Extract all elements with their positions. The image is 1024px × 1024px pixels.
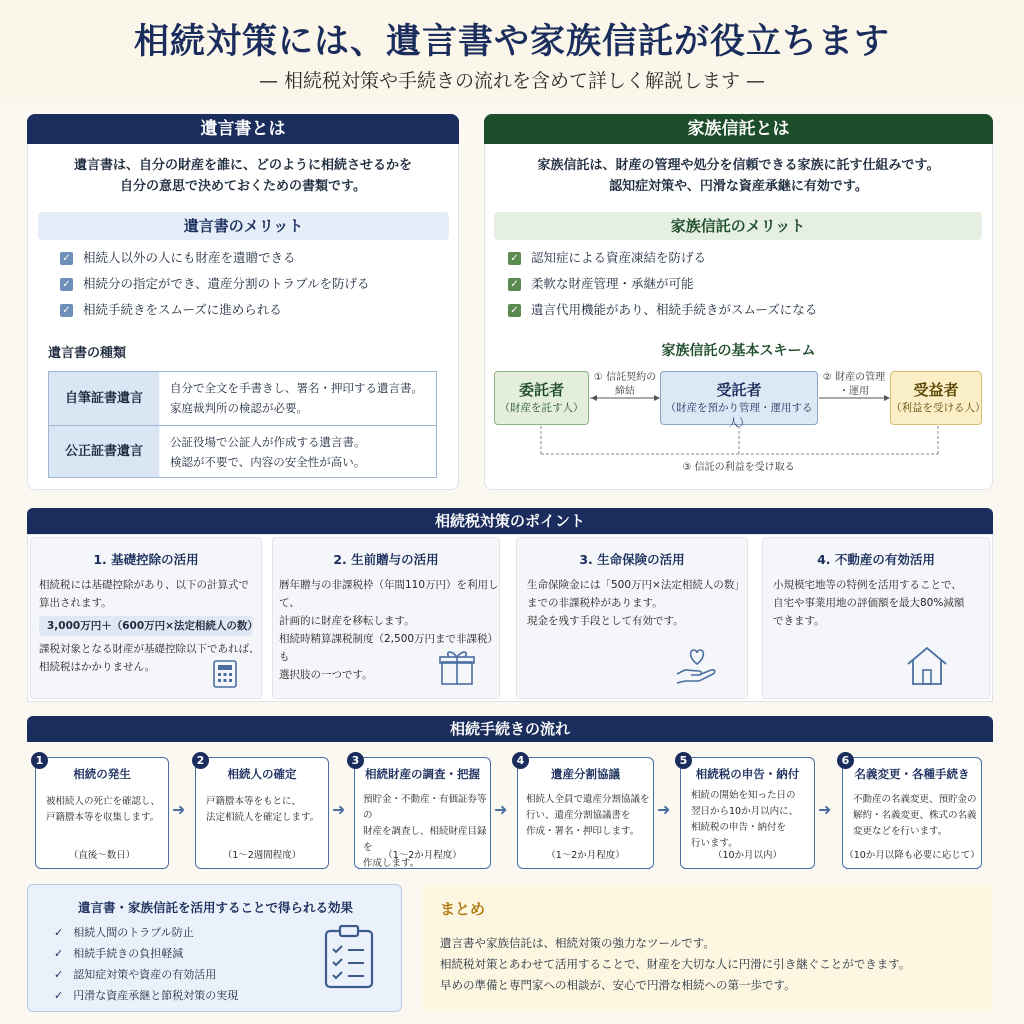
check-icon: ✓ (508, 304, 521, 317)
check-icon: ✓ (60, 278, 73, 291)
summary-text: 遺言書や家族信託は、相続対策の強力なツールです。 相続税対策とあわせて活用することで、財産を大切な人に円滑に引き継ぐことができます。 早めの準備と専門家への相談が、安心で円滑な相続への第一歩です。 (440, 936, 911, 992)
page-title: 相続対策には、遺言書や家族信託が役立ちます (133, 22, 890, 62)
arrow1-label: ① 信託契約の 締結 (593, 372, 657, 397)
list-item: ✓ 相続人間のトラブル防止 (54, 926, 194, 939)
step-number: 1 (31, 752, 48, 769)
list-item: ✓ 柔軟な財産管理・承継が可能 (508, 271, 817, 297)
flow-step-3: 相続財産の調査・把握 預貯金・不動産・有価証券等の 財産を調査し、相続財産目録を 作成します。 （1〜2か月程度） (354, 757, 491, 869)
trust-description: 家族信託は、財産の管理や処分を信頼できる家族に託す仕組みです。 認知症対策や、円滑な資産承継に有効です。 (537, 158, 940, 194)
check-icon: ✓ (508, 252, 521, 265)
step-number: 4 (512, 752, 529, 769)
summary-title: まとめ (440, 900, 486, 918)
check-icon: ✓ (60, 304, 73, 317)
flow-step-2: 相続人の確定 戸籍謄本等をもとに、 法定相続人を確定します。 （1〜2週間程度） (195, 757, 329, 869)
list-item: ✓ 円滑な資産承継と節税対策の実現 (54, 989, 239, 1002)
flow-step-1: 相続の発生 被相続人の死亡を確認し、 戸籍謄本等を収集します。 （直後〜数日） (35, 757, 169, 869)
type-desc: 自分で全文を手書きし、署名・押印する遺言書。 家庭裁判所の検認が必要。 (160, 372, 436, 425)
tax-heading: 相続税対策のポイント (27, 508, 993, 534)
list-item: ✓ 認知症対策や資産の有効活用 (54, 968, 217, 981)
step-number: 5 (675, 752, 692, 769)
will-types-table (48, 371, 437, 478)
check-icon: ✓ (54, 989, 64, 1002)
trust-heading: 家族信託とは (484, 114, 993, 144)
list-item: ✓ 相続手続きをスムーズに進められる (60, 297, 370, 323)
tax-card-3: 3. 生命保険の活用 生命保険金には「500万円×法定相続人の数」 までの非課税枠があります。 現金を残す手段として有効です。 (516, 537, 748, 699)
step-number: 2 (192, 752, 209, 769)
step-number: 6 (837, 752, 854, 769)
arrow-right-icon: ➜ (494, 800, 508, 819)
will-types-title: 遺言書の種類 (48, 346, 127, 361)
list-item: ✓ 相続分の指定ができ、遺産分割のトラブルを防げる (60, 271, 370, 297)
check-icon: ✓ (60, 252, 73, 265)
arrow3-label: ③ 信託の利益を受け取る (682, 462, 795, 473)
arrow-right-icon: ➜ (818, 800, 832, 819)
checklist-icon (324, 925, 374, 989)
type-name: 公正証書遺言 (49, 426, 159, 477)
arrow2-label: ② 財産の管理 ・運用 (822, 372, 886, 397)
tax-card-1: 1. 基礎控除の活用 相続税には基礎控除があり、以下の計算式で 算出されます。 3,000万円＋（600万円×法定相続人の数） 課税対象となる財産が基礎控除以下であれば、 相続税はかかりません。 (30, 537, 262, 699)
tax-card-4: 4. 不動産の有効活用 小規模宅地等の特例を活用することで、 自宅や事業用地の評価額を最大80%減額 できます。 (762, 537, 990, 699)
arrow-right-icon: ➜ (332, 800, 346, 819)
flow-heading: 相続手続きの流れ (27, 716, 993, 742)
will-merit-title: 遺言書のメリット (38, 212, 449, 240)
calculator-icon (213, 660, 237, 688)
beneficiary-box: 受益者 （利益を受ける人） (890, 371, 982, 425)
trust-merit-list (508, 245, 817, 323)
scheme-arrows (484, 360, 993, 470)
summary-panel (422, 884, 993, 1012)
trustee-box: 受託者 （財産を預かり管理・運用する人） (660, 371, 818, 425)
will-merit-list (60, 245, 370, 323)
check-icon: ✓ (54, 926, 64, 939)
trust-merit-title: 家族信託のメリット (494, 212, 982, 240)
list-item: ✓ 相続人以外の人にも財産を遺贈できる (60, 245, 370, 271)
will-heading: 遺言書とは (27, 114, 459, 144)
will-description: 遺言書は、自分の財産を誰に、どのように相続させるかを 自分の意思で決めておくための書類です。 (73, 158, 412, 194)
page-subtitle: — 相続税対策や手続きの流れを含めて詳しく解説します — (258, 70, 766, 92)
house-icon (905, 644, 949, 686)
effects-panel (27, 884, 402, 1012)
type-desc: 公証役場で公証人が作成する遺言書。 検認が不要で、内容の安全性が高い。 (160, 426, 436, 477)
flow-step-4: 遺産分割協議 相続人全員で遺産分割協議を 行い、遺産分割協議書を 作成・署名・押印します。 （1〜2か月程度） (517, 757, 654, 869)
list-item: ✓ 認知症による資産凍結を防げる (508, 245, 817, 271)
flow-step-6: 名義変更・各種手続き 不動産の名義変更、預貯金の 解約・名義変更、株式の名義 変更などを行います。 （10か月以降も必要に応じて） (842, 757, 982, 869)
list-item: ✓ 遺言代用機能があり、相続手続きがスムーズになる (508, 297, 817, 323)
arrow-right-icon: ➜ (172, 800, 186, 819)
check-icon: ✓ (54, 947, 64, 960)
gift-icon (439, 648, 475, 686)
effects-title: 遺言書・家族信託を活用することで得られる効果 (78, 900, 354, 915)
check-icon: ✓ (508, 278, 521, 291)
step-number: 3 (347, 752, 364, 769)
list-item: ✓ 相続手続きの負担軽減 (54, 947, 184, 960)
flow-step-5: 相続税の申告・納付 相続の開始を知った日の 翌日から10か月以内に、 相続税の申告・納付を 行います。 （10か月以内） (680, 757, 815, 869)
type-name: 自筆証書遺言 (49, 372, 159, 425)
scheme-title: 家族信託の基本スキーム (661, 343, 816, 359)
formula-box: 3,000万円＋（600万円×法定相続人の数） (39, 616, 253, 636)
check-icon: ✓ (54, 968, 64, 981)
arrow-right-icon: ➜ (657, 800, 671, 819)
tax-card-2: 2. 生前贈与の活用 暦年贈与の非課税枠（年間110万円）を利用して、 計画的に財産を移転します。 相続時精算課税制度（2,500万円まで非課税）も 選択肢の一つです。 (272, 537, 500, 699)
settlor-box: 委託者 （財産を託す人） (494, 371, 589, 425)
heart-hand-icon (675, 644, 719, 686)
